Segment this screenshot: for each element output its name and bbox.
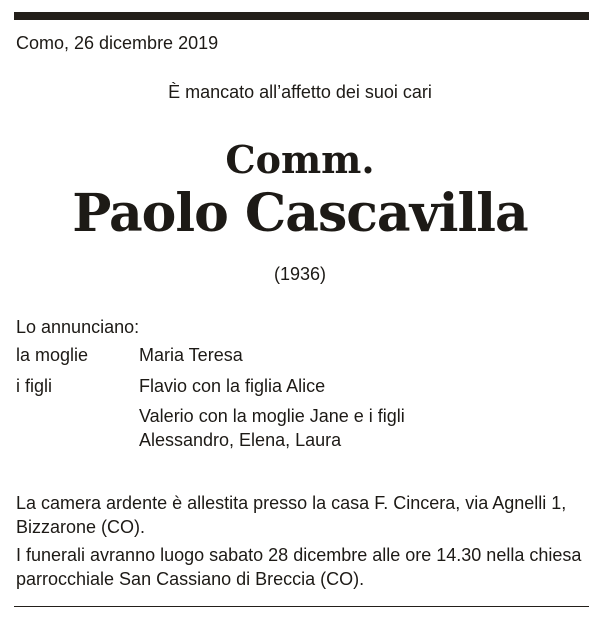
- place-date: Como, 26 dicembre 2019: [16, 33, 219, 53]
- funeral-line-2: parrocchiale San Cassiano di Breccia (CO).: [16, 569, 365, 589]
- funeral-line-1: I funerali avranno luogo sabato 28 dicembre alle ore 14.30 nella chiesa: [16, 545, 582, 565]
- honorific-title: Comm.: [225, 137, 375, 182]
- wake-line-2: Bizzarone (CO).: [16, 517, 146, 537]
- announcers-label: Lo annunciano:: [16, 317, 140, 337]
- bottom-rule: [14, 606, 589, 607]
- wife-name: Maria Teresa: [139, 345, 243, 365]
- children-label: i figli: [16, 376, 53, 396]
- intro-line: È mancato all’affetto dei suoi cari: [168, 82, 432, 102]
- wake-line-1: La camera ardente è allestita presso la casa F. Cincera, via Agnelli 1,: [16, 493, 567, 513]
- birth-year: (1936): [273, 264, 327, 284]
- child-2-line-2: Alessandro, Elena, Laura: [139, 430, 342, 450]
- wake-info: [16, 491, 591, 539]
- child-1: Flavio con la figlia Alice: [139, 376, 326, 396]
- wife-label: la moglie: [16, 345, 89, 365]
- child-2-line-1: Valerio con la moglie Jane e i figli: [139, 406, 405, 426]
- top-rule: [14, 12, 589, 20]
- funeral-info: [16, 543, 591, 591]
- deceased-name: Paolo Cascavilla: [72, 183, 528, 244]
